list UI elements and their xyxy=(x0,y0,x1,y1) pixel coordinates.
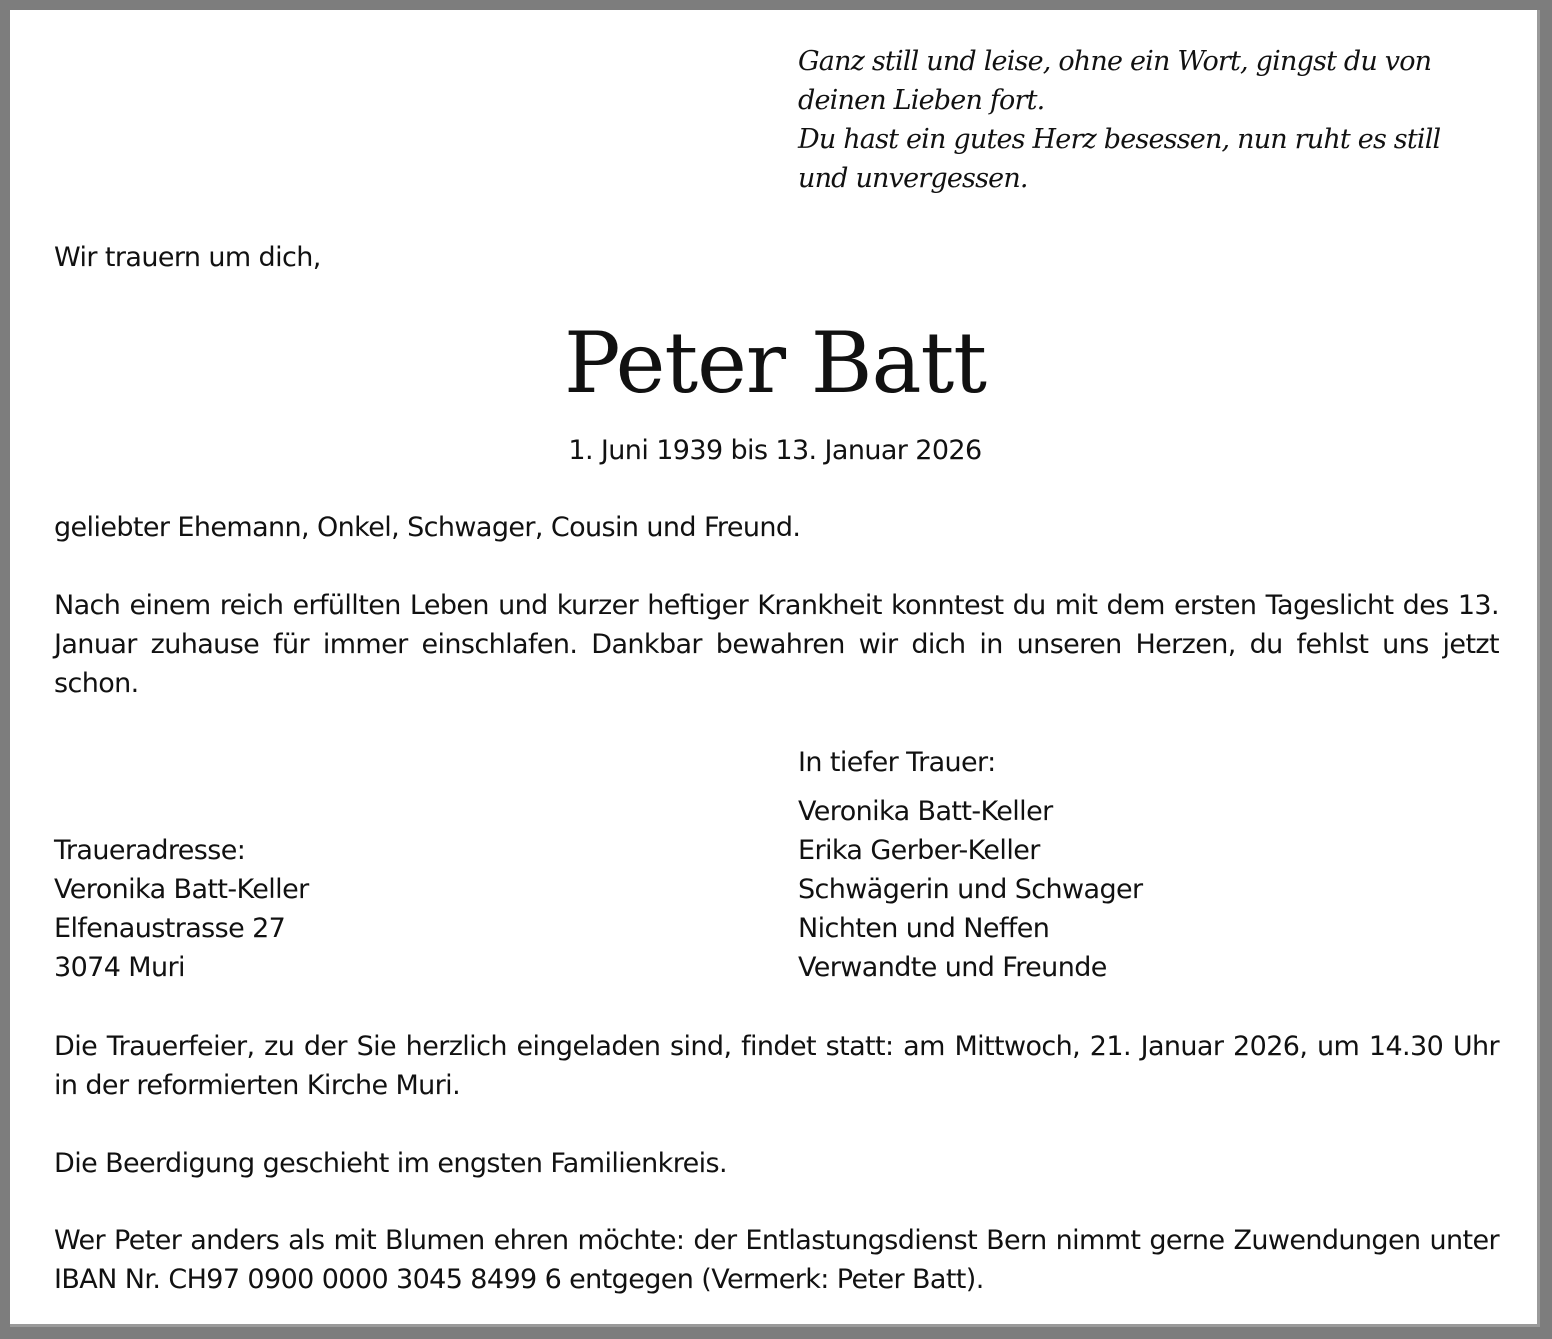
address-line: 3074 Muri xyxy=(54,952,185,983)
poem-line: und unvergessen. xyxy=(798,163,1028,194)
mourner-name: Nichten und Neffen xyxy=(798,913,1050,944)
life-dates: 1. Juni 1939 bis 13. Januar 2026 xyxy=(568,435,982,466)
donation-paragraph: Wer Peter anders als mit Blumen ehren möchte: der Entlastungsdienst Bern nimmt gerne Zuwendungen unter IBAN Nr. CH97 0900 0000 3045 8499 6 entgegen (Vermerk: Peter Batt). xyxy=(54,1225,1499,1295)
intro-text: Wir trauern um dich, xyxy=(54,242,321,273)
mourner-name: Veronika Batt-Keller xyxy=(798,796,1053,827)
relations-text: geliebter Ehemann, Onkel, Schwager, Cousin und Freund. xyxy=(54,512,801,543)
poem xyxy=(798,42,1498,198)
mourner-name: Erika Gerber-Keller xyxy=(798,835,1040,866)
poem-line: deinen Lieben fort. xyxy=(798,85,1045,116)
mourners-heading: In tiefer Trauer: xyxy=(798,747,996,778)
mourner-name: Schwägerin und Schwager xyxy=(798,874,1143,905)
obituary-notice xyxy=(10,10,1540,1327)
poem-line: Ganz still und leise, ohne ein Wort, gingst du von xyxy=(798,46,1432,77)
address-line: Veronika Batt-Keller xyxy=(54,874,309,905)
address-line: Elfenaustrasse 27 xyxy=(54,913,286,944)
mourning-address xyxy=(54,831,309,987)
deceased-name: Peter Batt xyxy=(563,314,987,412)
address-heading: Traueradresse: xyxy=(54,835,246,866)
mourner-name: Verwandte und Freunde xyxy=(798,952,1107,983)
message-paragraph: Nach einem reich erfüllten Leben und kurzer heftiger Krankheit konntest du mit dem ersten Tageslicht des 13. Januar zuhause für immer einschlafen. Dankbar bewahren wir dich in unseren Herzen, du fehlst uns jetzt schon. xyxy=(54,590,1499,699)
ceremony-paragraph: Die Trauerfeier, zu der Sie herzlich eingeladen sind, findet statt: am Mittwoch, 21. Januar 2026, um 14.30 Uhr in der reformierten Kirche Muri. xyxy=(54,1031,1499,1101)
poem-line: Du hast ein gutes Herz besessen, nun ruht es still xyxy=(798,124,1441,155)
mourners-list xyxy=(798,792,1143,987)
burial-text: Die Beerdigung geschieht im engsten Familienkreis. xyxy=(54,1148,727,1179)
